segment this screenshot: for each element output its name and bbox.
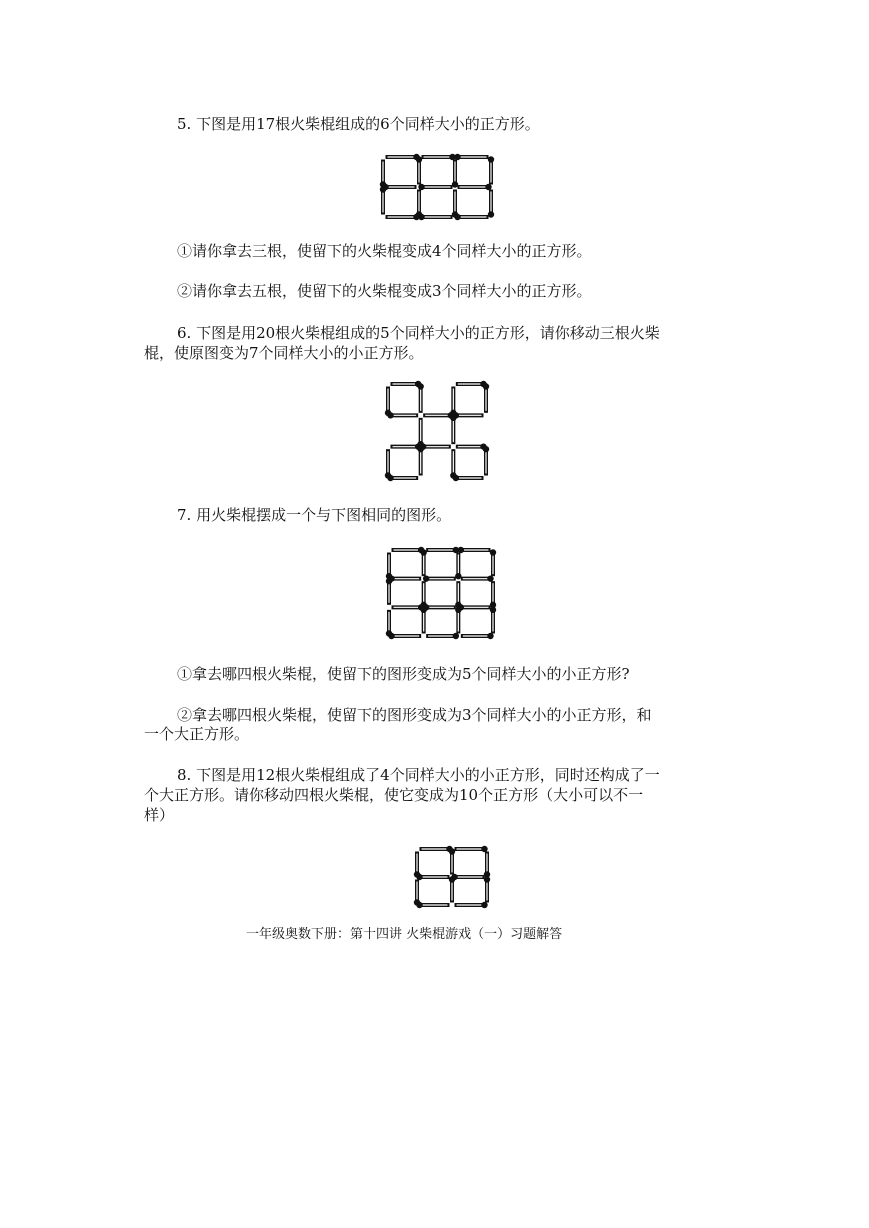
matchstick [386, 154, 420, 160]
matchstick [453, 412, 484, 418]
matchstick [420, 443, 451, 449]
matchstick [418, 214, 452, 220]
matchstick [455, 607, 461, 634]
matchstick [420, 581, 426, 608]
matchstick [416, 874, 449, 880]
matchstick [455, 553, 461, 580]
matchstick [426, 633, 459, 639]
matchstick [417, 418, 423, 448]
problem-6-text-line-2: 棍，使原图变为7个同样大小的小正方形。 [144, 344, 424, 362]
matchstick [388, 633, 421, 639]
matchstick [417, 446, 423, 476]
page-footer: 一年级奥数下册：第十四讲 火柴棍游戏（一）习题解答 [246, 927, 563, 942]
matchstick [461, 633, 494, 639]
matchstick [455, 846, 488, 852]
problem-7-text: 7. 用火柴棍摆成一个与下图相同的图形。 [177, 506, 452, 524]
matchstick [388, 575, 421, 581]
problem-8-text-line-3: 样） [144, 806, 175, 824]
matchstick [453, 475, 484, 481]
problem-5-question-2: ②请你拿去五根，使留下的火柴棍变成3个同样大小的正方形。 [177, 282, 592, 300]
matchstick [449, 876, 455, 902]
matchstick [380, 160, 386, 188]
matchstick-figure-6 [383, 379, 491, 483]
matchstick [452, 190, 458, 218]
matchstick [458, 547, 491, 553]
matchstick [416, 190, 422, 218]
problem-7-question-2-line-1: ②拿去哪四根火柴棍，使留下的图形变成为3个同样大小的小正方形，和 [177, 706, 652, 724]
matchstick [454, 214, 488, 220]
matchstick [490, 549, 496, 576]
matchstick [490, 607, 496, 634]
matchstick [455, 581, 461, 608]
matchstick [483, 446, 489, 476]
matchstick [422, 154, 456, 160]
matchstick [484, 876, 490, 902]
matchstick [385, 449, 391, 479]
matchstick-figure-7 [384, 545, 498, 641]
problem-7-question-1: ①拿去哪四根火柴棍，使留下的图形变成为5个同样大小的小正方形? [177, 665, 630, 683]
matchstick [387, 412, 418, 418]
matchstick [380, 186, 386, 214]
matchstick [456, 381, 487, 387]
matchstick [456, 443, 487, 449]
problem-5-question-1: ①请你拿去三根，使留下的火柴棍变成4个同样大小的正方形。 [177, 242, 592, 260]
matchstick [484, 852, 490, 878]
matchstick [416, 156, 422, 184]
matchstick-figure-5 [378, 152, 496, 222]
problem-7-question-2-line-2: 一个大正方形。 [144, 725, 250, 743]
matchstick [451, 874, 484, 880]
matchstick [387, 475, 418, 481]
matchstick [386, 610, 392, 637]
matchstick [452, 160, 458, 188]
matchstick [386, 553, 392, 580]
matchstick [417, 383, 423, 413]
matchstick [455, 902, 488, 908]
matchstick [414, 880, 420, 906]
matchstick [423, 604, 456, 610]
matchstick [458, 604, 491, 610]
matchstick [426, 547, 459, 553]
matchstick [382, 184, 416, 190]
matchstick [420, 549, 426, 576]
matchstick [449, 848, 455, 874]
matchstick [488, 190, 494, 218]
matchstick [385, 387, 391, 417]
matchstick [391, 443, 422, 449]
matchstick [450, 449, 456, 479]
matchstick [490, 581, 496, 608]
problem-6-text-line-1: 6. 下图是用20根火柴棍组成的5个同样大小的正方形，请你移动三根火柴 [177, 324, 660, 342]
matchstick [458, 184, 492, 190]
matchstick [418, 184, 452, 190]
matchstick [386, 578, 392, 605]
matchstick [391, 381, 422, 387]
matchstick [454, 154, 488, 160]
matchstick [488, 156, 494, 184]
matchstick [416, 902, 449, 908]
matchstick [483, 383, 489, 413]
matchstick [414, 852, 420, 878]
matchstick [392, 604, 425, 610]
matchstick [423, 412, 454, 418]
matchstick [450, 387, 456, 417]
matchstick [450, 415, 456, 445]
matchstick [423, 575, 456, 581]
matchstick [420, 607, 426, 634]
matchstick [386, 214, 420, 220]
matchstick-figure-8 [412, 844, 492, 910]
matchstick [392, 547, 425, 553]
problem-5-text: 5. 下图是用17根火柴棍组成的6个同样大小的正方形。 [177, 115, 540, 133]
matchstick [420, 846, 453, 852]
matchstick [461, 575, 494, 581]
problem-8-text-line-1: 8. 下图是用12根火柴棍组成了4个同样大小的小正方形，同时还构成了一 [177, 766, 660, 784]
problem-8-text-line-2: 个大正方形。请你移动四根火柴棍，使它变成为10个正方形（大小可以不一 [144, 786, 644, 804]
